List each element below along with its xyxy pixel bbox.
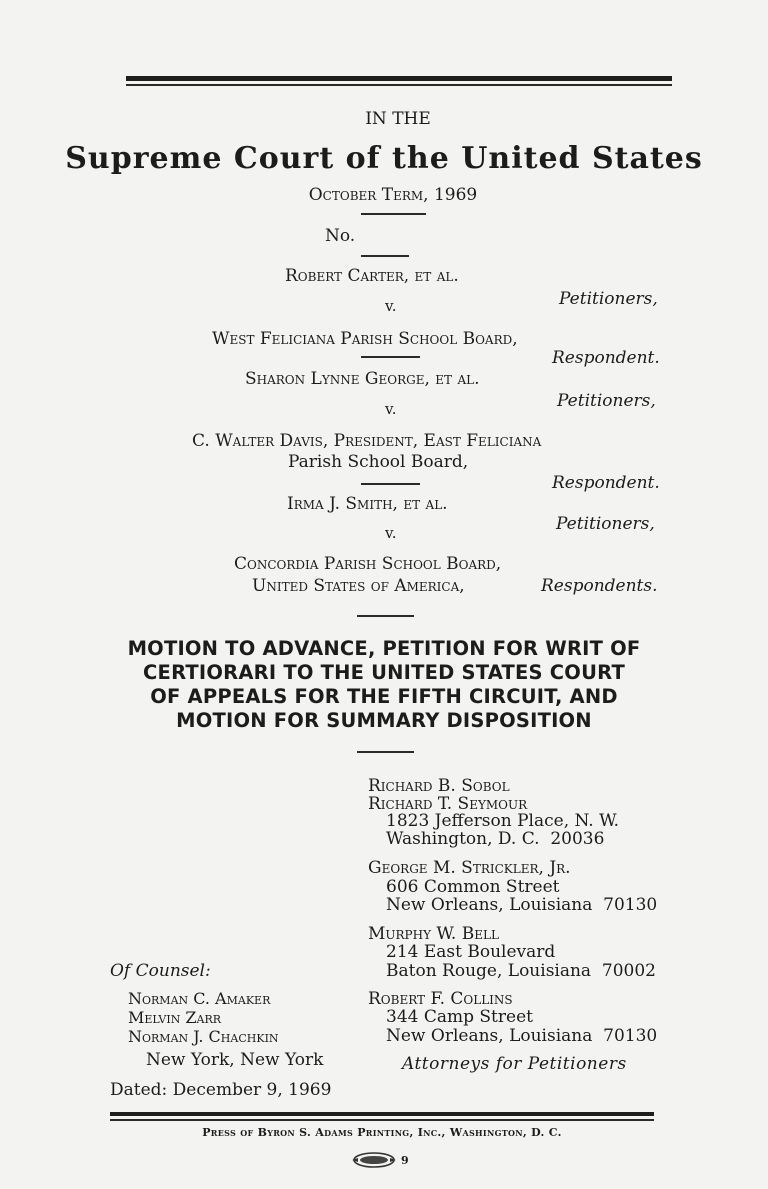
attorney-seymour: Richard T. Seymour (368, 794, 528, 814)
party-davis-line2: Parish School Board, (288, 452, 469, 472)
address-bell-2: Baton Rouge, Louisiana 70002 (386, 961, 656, 981)
rule-party-1 (361, 356, 420, 358)
role-respondent-2: Respondent. (552, 473, 660, 493)
role-petitioners-3: Petitioners, (556, 514, 655, 534)
union-label-number: 9 (401, 1154, 409, 1167)
address-sobol-1: 1823 Jefferson Place, N. W. (386, 811, 620, 831)
party-smith: Irma J. Smith, et al. (287, 494, 448, 514)
counsel-amaker: Norman C. Amaker (128, 989, 271, 1008)
attorneys-for-petitioners: Attorneys for Petitioners (402, 1054, 627, 1074)
address-bell-1: 214 East Boulevard (386, 942, 556, 962)
davis-name: C. Walter Davis, President, East Feliciana (192, 431, 542, 451)
party-davis-line1 (192, 431, 541, 451)
address-strickler-2: New Orleans, Louisiana 70130 (386, 895, 658, 915)
rule-term (361, 213, 426, 215)
motion-line1: MOTION TO ADVANCE, PETITION FOR WRIT OF (127, 637, 641, 660)
printer-imprint: Press of Byron S. Adams Printing, Inc., Washington, D. C. (202, 1126, 562, 1139)
docket-no: No. (325, 226, 356, 246)
bottom-rule-thin (110, 1119, 654, 1121)
bottom-rule-thick (110, 1112, 654, 1116)
party-george: Sharon Lynne George, et al. (245, 369, 480, 389)
motion-line3: OF APPEALS FOR THE FIFTH CIRCUIT, AND (150, 685, 618, 708)
party-concordia-line1: Concordia Parish School Board, (234, 554, 502, 574)
role-respondents-3: Respondents. (541, 576, 658, 596)
counsel-chachkin: Norman J. Chachkin (128, 1027, 279, 1046)
rule-parties-end (357, 615, 414, 617)
term: October Term, 1969 (308, 185, 478, 205)
rule-motion-end (357, 751, 414, 753)
party-concordia-line2: United States of America, (252, 576, 465, 596)
union-label-icon (350, 1150, 420, 1172)
address-strickler-1: 606 Common Street (386, 877, 560, 897)
counsel-zarr: Melvin Zarr (128, 1008, 222, 1027)
of-counsel-label: Of Counsel: (110, 961, 211, 981)
address-collins-2: New Orleans, Louisiana 70130 (386, 1026, 658, 1046)
rule-no (361, 255, 409, 257)
versus-2: v. (385, 400, 397, 418)
address-sobol-2: Washington, D. C. 20036 (386, 829, 605, 849)
in-the: IN THE (365, 109, 431, 129)
role-petitioners-1: Petitioners, (559, 289, 658, 309)
attorney-strickler: George M. Strickler, Jr. (368, 858, 571, 878)
counsel-location: New York, New York (146, 1050, 324, 1070)
top-rule-thick (126, 76, 672, 81)
role-petitioners-2: Petitioners, (557, 391, 656, 411)
rule-party-2 (361, 483, 420, 485)
dated: Dated: December 9, 1969 (110, 1080, 332, 1100)
top-rule-thin (126, 84, 672, 86)
attorney-bell: Murphy W. Bell (368, 924, 499, 944)
party-carter: Robert Carter, et al. (285, 266, 459, 286)
versus-3: v. (385, 524, 397, 542)
union-label (350, 1150, 420, 1172)
court-name: Supreme Court of the United States (65, 141, 703, 176)
motion-line4: MOTION FOR SUMMARY DISPOSITION (176, 709, 592, 732)
role-respondent-1: Respondent. (552, 348, 660, 368)
attorney-sobol: Richard B. Sobol (368, 776, 510, 796)
party-west-feliciana: West Feliciana Parish School Board, (212, 329, 518, 349)
address-collins-1: 344 Camp Street (386, 1007, 533, 1027)
attorney-collins: Robert F. Collins (368, 989, 513, 1009)
versus-1: v. (385, 297, 397, 315)
motion-line2: CERTIORARI TO THE UNITED STATES COURT (143, 661, 625, 684)
